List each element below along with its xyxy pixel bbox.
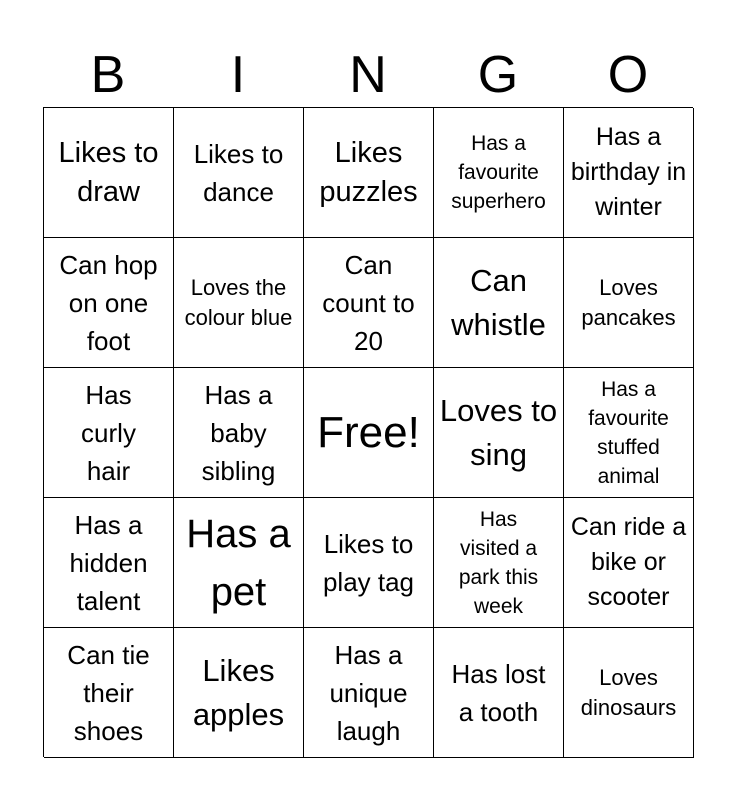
cell-text: Has a hidden talent (69, 509, 148, 616)
bingo-cell[interactable] (44, 368, 174, 498)
cell-text: Loves pancakes (581, 274, 676, 330)
bingo-cell[interactable] (564, 368, 694, 498)
cell-text: Likes apples (192, 652, 285, 732)
cell-text: Likes to draw (58, 136, 159, 208)
bingo-header (43, 44, 693, 106)
header-letter-g: G (477, 46, 519, 104)
cell-text: Has a favourite stuffed animal (588, 377, 669, 488)
bingo-cell[interactable] (44, 108, 174, 238)
bingo-cell[interactable] (44, 628, 174, 758)
cell-text: Has a baby sibling (201, 379, 276, 486)
header-letter-o: O (607, 46, 649, 104)
bingo-cell[interactable] (434, 238, 564, 368)
cell-text: Has a pet (186, 511, 291, 614)
bingo-cell[interactable] (304, 498, 434, 628)
header-letter-b: B (90, 46, 126, 104)
cell-text: Likes to play tag (322, 528, 415, 597)
bingo-cell[interactable] (564, 498, 694, 628)
bingo-cell[interactable] (434, 368, 564, 498)
cell-text: Loves the colour blue (184, 274, 293, 330)
cell-text: Can hop on one foot (59, 249, 158, 356)
cell-text: Likes to dance (193, 138, 284, 207)
bingo-cell[interactable] (304, 368, 434, 498)
bingo-cell[interactable] (304, 238, 434, 368)
bingo-board (43, 107, 693, 757)
bingo-cell[interactable] (174, 368, 304, 498)
cell-text: Has a unique laugh (329, 639, 408, 746)
bingo-cell[interactable] (304, 628, 434, 758)
cell-text: Likes puzzles (319, 136, 418, 208)
cell-text: Has lost a tooth (451, 658, 546, 727)
bingo-cell[interactable] (44, 498, 174, 628)
bingo-cell[interactable] (434, 628, 564, 758)
cell-text: Loves dinosaurs (580, 664, 677, 720)
bingo-cell[interactable] (564, 628, 694, 758)
bingo-cell[interactable] (564, 238, 694, 368)
bingo-cell[interactable] (304, 108, 434, 238)
bingo-cell[interactable] (174, 498, 304, 628)
bingo-cell[interactable] (434, 498, 564, 628)
bingo-cell[interactable] (564, 108, 694, 238)
cell-text: Can ride a bike or scooter (570, 513, 687, 611)
free-space-label: Free! (317, 407, 420, 457)
cell-text: Has a favourite superhero (451, 132, 546, 213)
bingo-cell[interactable] (434, 108, 564, 238)
bingo-cell[interactable] (174, 108, 304, 238)
bingo-cell[interactable] (174, 628, 304, 758)
cell-text: Has curly hair (81, 379, 136, 486)
header-letter-n: N (349, 46, 387, 104)
cell-text: Has a birthday in winter (570, 123, 687, 221)
bingo-cell[interactable] (44, 238, 174, 368)
cell-text: Loves to sing (439, 392, 558, 472)
cell-text: Can whistle (451, 262, 546, 342)
cell-text: Can count to 20 (322, 249, 415, 356)
header-letter-i: I (230, 46, 246, 104)
cell-text: Can tie their shoes (67, 639, 150, 746)
bingo-cell[interactable] (174, 238, 304, 368)
cell-text: Has visited a park this week (458, 507, 539, 618)
